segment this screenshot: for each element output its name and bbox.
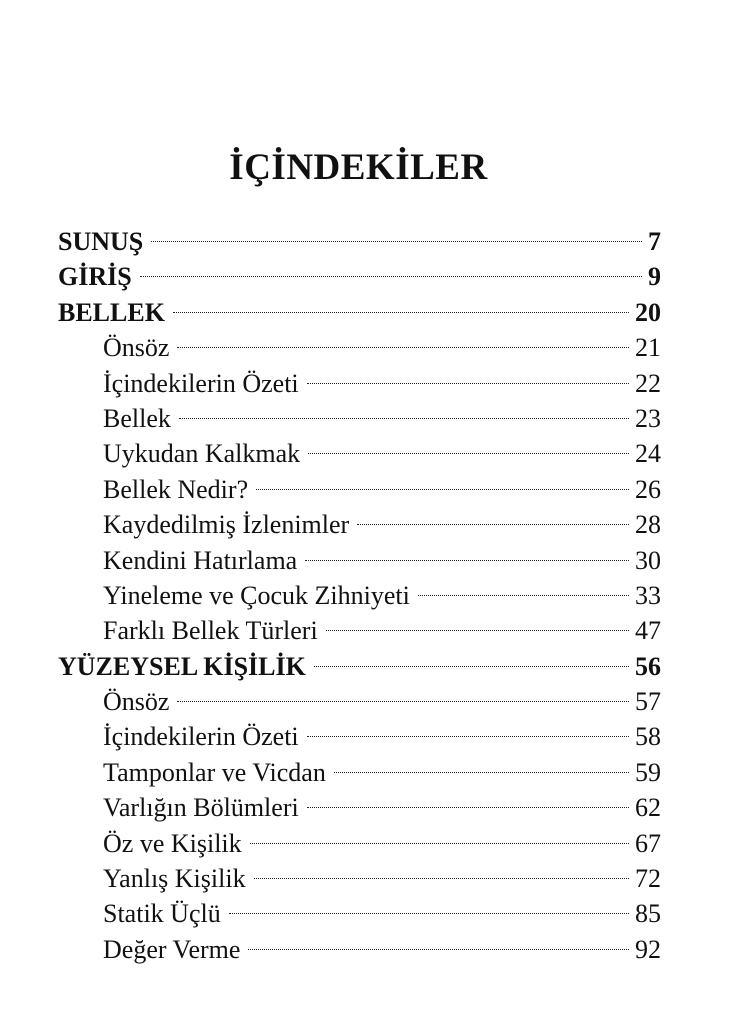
toc-entry-label: YÜZEYSEL KİŞİLİK bbox=[58, 651, 306, 681]
dot-leader bbox=[254, 878, 629, 879]
toc-page-number: 21 bbox=[635, 333, 661, 363]
dot-leader bbox=[314, 666, 629, 667]
dot-leader bbox=[307, 383, 629, 384]
toc-page-number: 26 bbox=[635, 474, 661, 504]
toc-entry-label: Tamponlar ve Vicdan bbox=[103, 757, 326, 787]
dot-leader bbox=[334, 772, 629, 773]
dot-leader bbox=[357, 524, 629, 525]
toc-section-row bbox=[58, 366, 661, 401]
toc-page-number: 85 bbox=[635, 899, 661, 929]
toc-section-row bbox=[58, 755, 661, 790]
toc-entry-label: Kendini Hatırlama bbox=[103, 545, 298, 575]
toc-entry-label: Uykudan Kalkmak bbox=[103, 439, 301, 469]
dot-leader bbox=[151, 241, 642, 242]
toc-page-number: 24 bbox=[635, 439, 661, 469]
dot-leader bbox=[250, 843, 629, 844]
toc-chapter-row bbox=[58, 295, 661, 330]
toc-entry-label: SUNUŞ bbox=[58, 227, 144, 256]
toc-section-row bbox=[58, 330, 661, 365]
dot-leader bbox=[229, 913, 629, 914]
dot-leader bbox=[307, 807, 629, 808]
toc-entry-label: Öz ve Kişilik bbox=[103, 828, 242, 858]
toc-entry-label: GİRİŞ bbox=[58, 262, 132, 292]
toc-entry-label: Önsöz bbox=[103, 333, 170, 363]
toc-chapter-row bbox=[58, 224, 661, 259]
toc-page-number: 56 bbox=[635, 651, 661, 681]
toc-section-row bbox=[58, 543, 661, 578]
toc-entry-label: İçindekilerin Özeti bbox=[103, 722, 299, 752]
toc-page-number: 20 bbox=[635, 297, 661, 327]
toc-section-row bbox=[58, 861, 661, 896]
dot-leader bbox=[248, 949, 629, 950]
dot-leader bbox=[177, 347, 629, 348]
toc-section-row bbox=[58, 684, 661, 719]
dot-leader bbox=[326, 630, 629, 631]
toc-section-row bbox=[58, 578, 661, 613]
dot-leader bbox=[308, 453, 629, 454]
toc-entry-label: Farklı Bellek Türleri bbox=[103, 616, 318, 646]
toc-entry-label: Bellek Nedir? bbox=[103, 474, 249, 504]
toc-section-row bbox=[58, 896, 661, 931]
toc-page-number: 57 bbox=[635, 687, 661, 717]
toc-entry-label: Önsöz bbox=[103, 687, 170, 717]
toc-page-number: 28 bbox=[635, 510, 661, 540]
table-of-contents bbox=[58, 224, 661, 967]
toc-entry-label: Kaydedilmiş İzlenimler bbox=[103, 510, 350, 540]
toc-section-row bbox=[58, 507, 661, 542]
toc-page-number: 30 bbox=[635, 545, 661, 575]
toc-section-row bbox=[58, 826, 661, 861]
dot-leader bbox=[179, 418, 629, 419]
toc-entry-label: BELLEK bbox=[58, 297, 165, 327]
toc-entry-label: Yanlış Kişilik bbox=[103, 864, 246, 894]
toc-page-number: 22 bbox=[635, 368, 661, 398]
toc-section-row bbox=[58, 436, 661, 471]
toc-section-row bbox=[58, 790, 661, 825]
toc-page-number: 33 bbox=[635, 580, 661, 610]
toc-section-row bbox=[58, 613, 661, 648]
toc-page-number: 47 bbox=[635, 616, 661, 646]
toc-section-row bbox=[58, 472, 661, 507]
dot-leader bbox=[173, 312, 629, 313]
toc-page-number: 67 bbox=[635, 828, 661, 858]
toc-page-number: 59 bbox=[635, 757, 661, 787]
dot-leader bbox=[418, 595, 629, 596]
toc-entry-label: Yineleme ve Çocuk Zihniyeti bbox=[103, 580, 410, 610]
toc-section-row bbox=[58, 932, 661, 967]
toc-page-number: 58 bbox=[635, 722, 661, 752]
toc-chapter-row bbox=[58, 649, 661, 684]
toc-entry-label: Statik Üçlü bbox=[103, 899, 221, 929]
dot-leader bbox=[256, 489, 629, 490]
toc-section-row bbox=[58, 401, 661, 436]
page-title: İÇİNDEKİLER bbox=[229, 147, 488, 188]
toc-chapter-row bbox=[58, 259, 661, 294]
dot-leader bbox=[305, 560, 629, 561]
dot-leader bbox=[307, 736, 629, 737]
toc-entry-label: Varlığın Bölümleri bbox=[103, 793, 299, 823]
toc-entry-label: Değer Verme bbox=[103, 934, 241, 964]
toc-page-number: 7 bbox=[648, 227, 661, 256]
toc-page-number: 9 bbox=[648, 262, 661, 292]
toc-page-number: 62 bbox=[635, 793, 661, 823]
toc-entry-label: İçindekilerin Özeti bbox=[103, 368, 299, 398]
toc-section-row bbox=[58, 719, 661, 754]
toc-page-number: 72 bbox=[635, 864, 661, 894]
toc-entry-label: Bellek bbox=[103, 403, 171, 433]
dot-leader bbox=[177, 701, 629, 702]
toc-page-number: 23 bbox=[635, 403, 661, 433]
toc-page-number: 92 bbox=[635, 934, 661, 964]
dot-leader bbox=[140, 276, 642, 277]
